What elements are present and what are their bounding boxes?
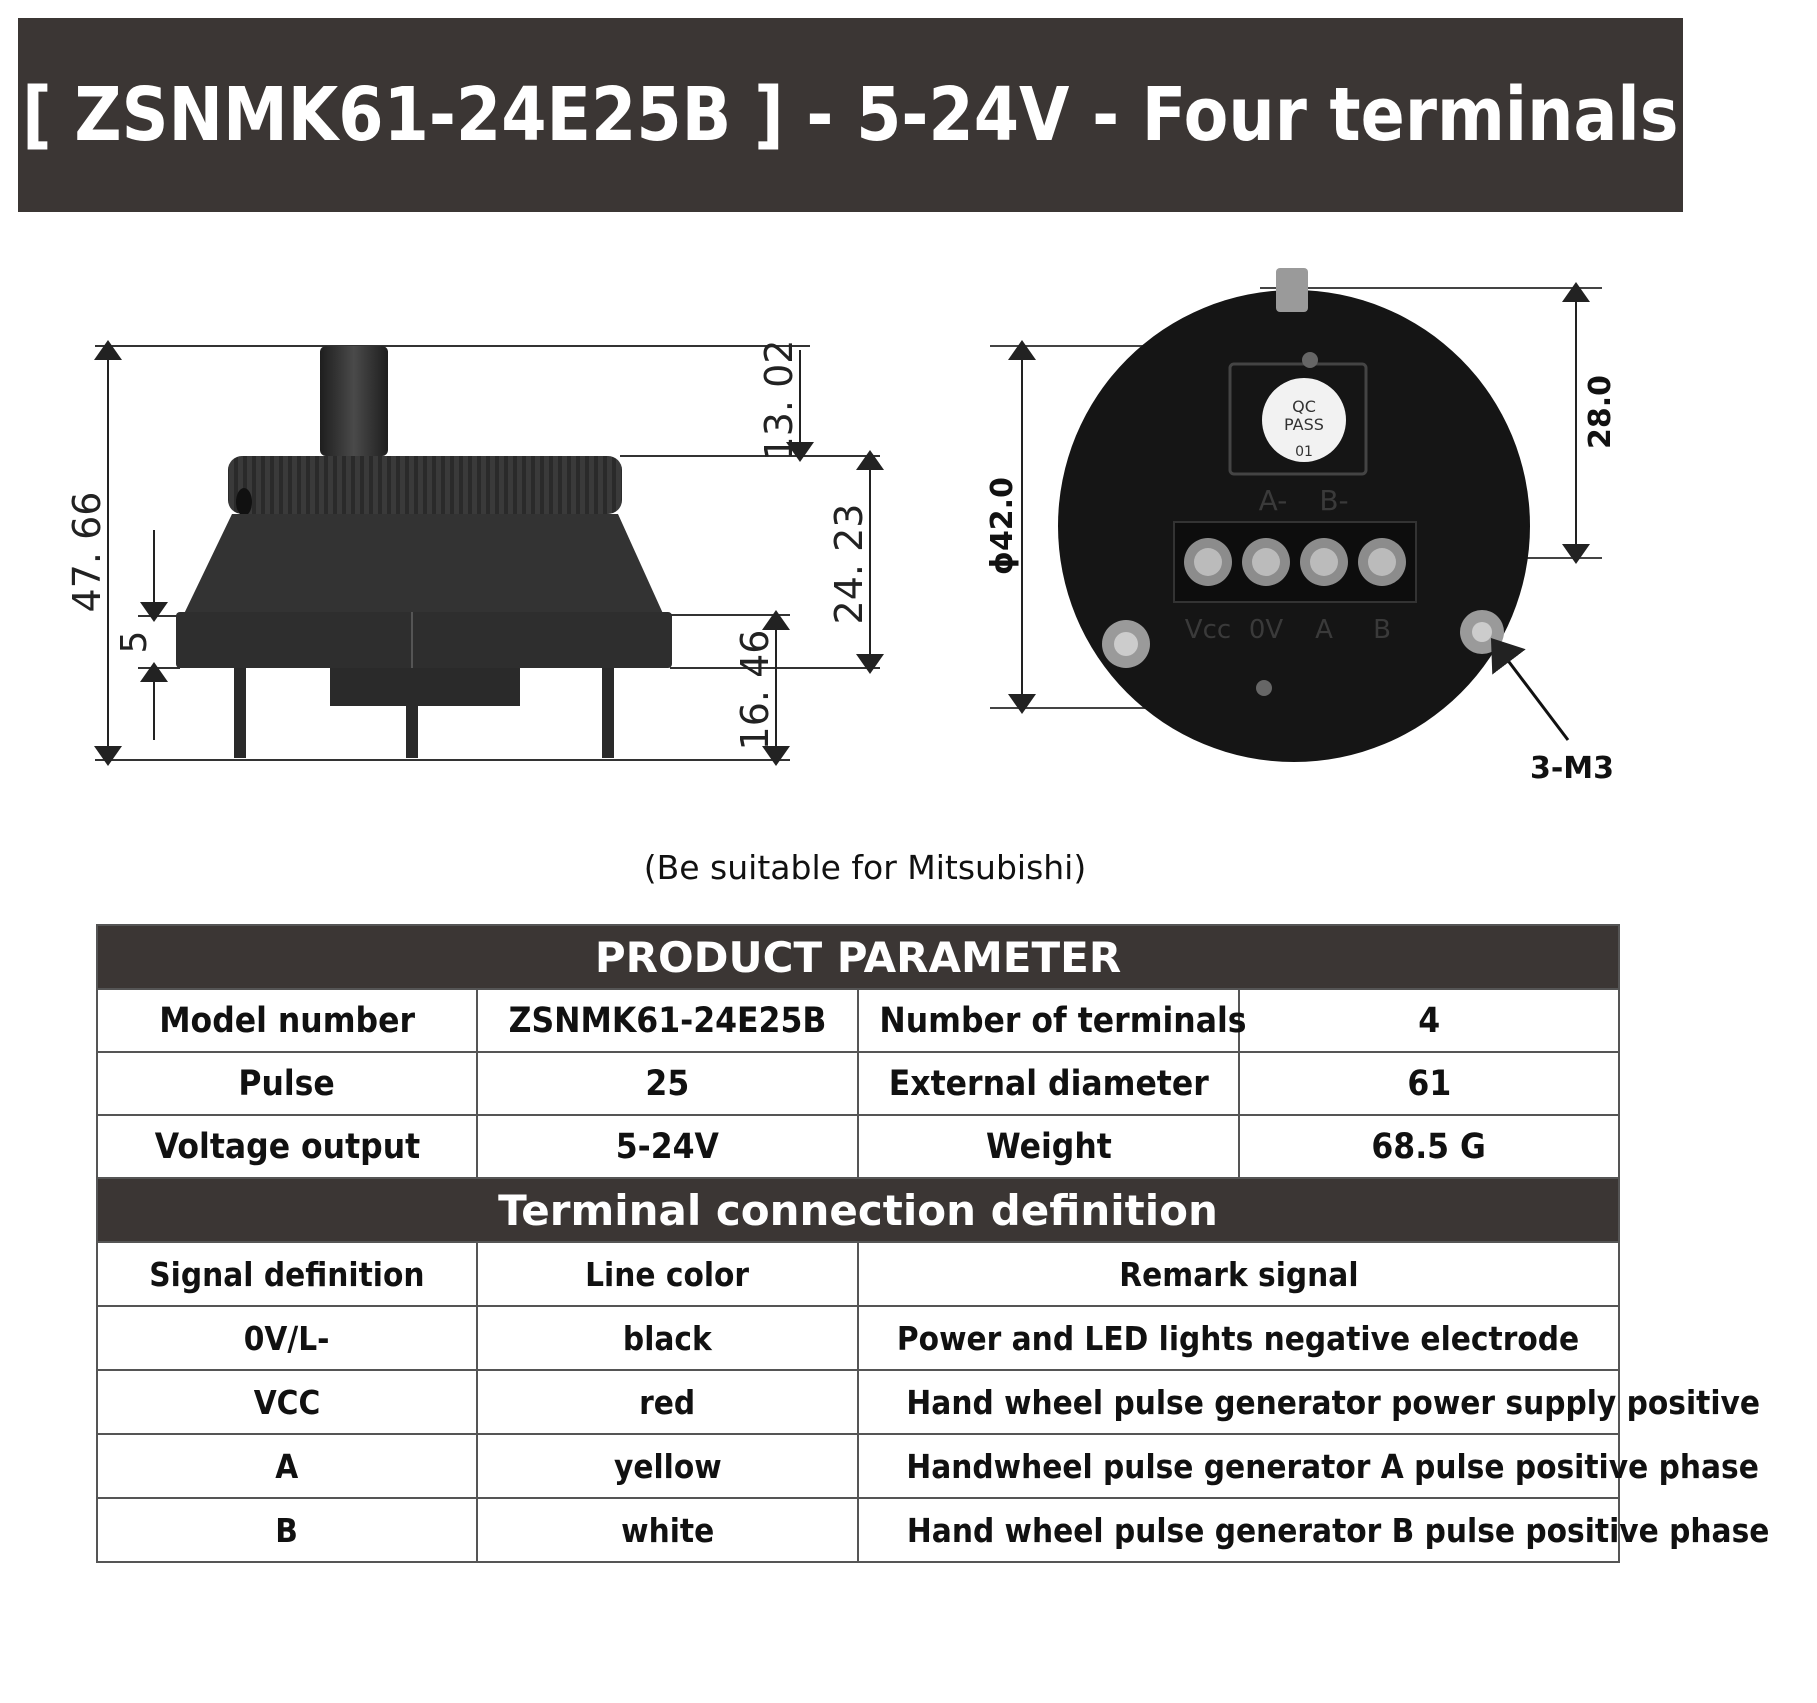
screw-callout-label: 3-M3 xyxy=(1529,751,1615,786)
param-value: ZSNMK61-24E25B xyxy=(477,989,858,1052)
parameter-header-row xyxy=(97,925,1619,989)
remark-cell: Hand wheel pulse generator B pulse positive phase xyxy=(858,1498,1619,1562)
dim-top-label: 13. 02 xyxy=(757,339,801,461)
dim-middle-label: 24. 23 xyxy=(827,503,871,625)
dim-flange-label: 5 xyxy=(114,630,155,654)
terminal-columns-row xyxy=(97,1242,1619,1306)
terminal-header-row xyxy=(97,1178,1619,1242)
qc-label-3: 01 xyxy=(1295,444,1313,460)
terminal-label-a: A xyxy=(1315,615,1333,645)
signal-cell: A xyxy=(97,1434,477,1498)
param-label: Pulse xyxy=(97,1052,477,1115)
mount-screw-right xyxy=(602,668,614,758)
color-cell: yellow xyxy=(477,1434,858,1498)
terminal-label-b: B xyxy=(1373,615,1391,645)
param-label: Voltage output xyxy=(97,1115,477,1178)
param-value: 4 xyxy=(1239,989,1619,1052)
title-banner xyxy=(18,18,1683,212)
param-value: 68.5 G xyxy=(1239,1115,1619,1178)
signal-cell: B xyxy=(97,1498,477,1562)
signal-cell: 0V/L- xyxy=(97,1306,477,1370)
param-value: 61 xyxy=(1239,1052,1619,1115)
table-row xyxy=(97,1498,1619,1562)
mount-screw-left xyxy=(234,668,246,758)
dim-total-label: 47. 66 xyxy=(65,491,109,613)
remark-cell: Power and LED lights negative electrode xyxy=(858,1306,1619,1370)
table-row xyxy=(97,1434,1619,1498)
knob-handle xyxy=(320,346,388,456)
parameter-header: PRODUCT PARAMETER xyxy=(97,925,1619,989)
terminal-label-a-minus: A- xyxy=(1258,484,1288,517)
mount-screw-center xyxy=(406,668,418,758)
spec-table xyxy=(96,924,1770,1563)
param-value: 25 xyxy=(477,1052,858,1115)
terminal-label-b-minus: B- xyxy=(1319,484,1349,517)
dim-bottom-label: 16. 46 xyxy=(733,629,777,751)
table-row xyxy=(97,1115,1619,1178)
param-label: Weight xyxy=(858,1115,1239,1178)
qc-label-1: QC xyxy=(1292,397,1316,416)
table-row xyxy=(97,1052,1619,1115)
terminal-header: Terminal connection definition xyxy=(97,1178,1619,1242)
qc-label-2: PASS xyxy=(1284,415,1324,434)
table-row xyxy=(97,1370,1619,1434)
param-label: Number of terminals xyxy=(858,989,1239,1052)
table-row xyxy=(97,989,1619,1052)
dim-height-label: 28.0 xyxy=(1583,374,1618,450)
remark-cell: Hand wheel pulse generator power supply positive xyxy=(858,1370,1619,1434)
signal-cell: VCC xyxy=(97,1370,477,1434)
compatibility-caption: (Be suitable for Mitsubishi) xyxy=(643,848,1087,887)
dial-cone xyxy=(182,514,665,618)
param-label: External diameter xyxy=(858,1052,1239,1115)
front-view-drawing xyxy=(960,240,1720,820)
color-cell: black xyxy=(477,1306,858,1370)
terminal-block xyxy=(330,668,520,706)
table-row xyxy=(97,1306,1619,1370)
dim-diameter-label: ϕ42.0 xyxy=(985,477,1020,575)
flange xyxy=(176,612,672,668)
terminal-label-vcc: Vcc xyxy=(1184,615,1232,645)
remark-cell: Handwheel pulse generator A pulse positive phase xyxy=(858,1434,1619,1498)
side-view-drawing xyxy=(0,240,871,820)
color-cell: white xyxy=(477,1498,858,1562)
column-header-remark: Remark signal xyxy=(858,1242,1619,1306)
column-header-color: Line color xyxy=(477,1242,858,1306)
product-title: [ ZSNMK61-24E25B ] - 5-24V - Four terminals xyxy=(22,72,1679,158)
column-header-signal: Signal definition xyxy=(97,1242,477,1306)
color-cell: red xyxy=(477,1370,858,1434)
technical-drawings xyxy=(0,240,1703,820)
knurled-ring xyxy=(228,456,622,514)
terminal-label-0v: 0V xyxy=(1248,615,1284,645)
param-label: Model number xyxy=(97,989,477,1052)
param-value: 5-24V xyxy=(477,1115,858,1178)
